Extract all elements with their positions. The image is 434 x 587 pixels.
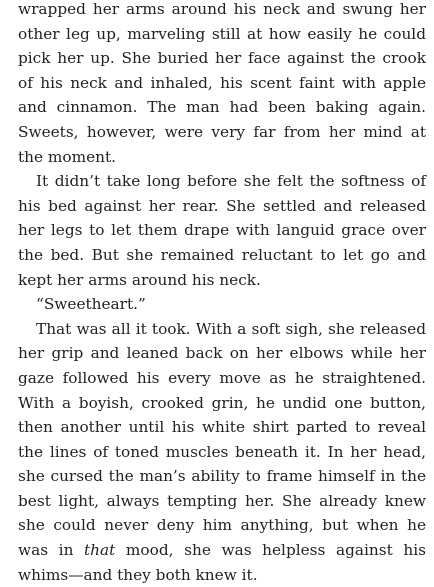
paragraph-2: It didn’t take long before she felt the softness of his bed against her rear. She settled and released her legs to let them drape with languid grace over the bed. But she remained reluctant to let go and kept her arms around his neck. (18, 172, 426, 289)
paragraph-4-text-before: That was all it took. With a soft sigh, she released her grip and leaned back on her elbows while her gaze followed his every move as he straightened. With a boyish, crooked grin, he undid one button, then another until his white shirt parted to reveal the lines of toned muscles beneath it. In her head, she cursed the man’s ability to frame himself in the best light, always tempting her. She already knew she could never deny him anything, but when he was in (18, 319, 426, 560)
paragraph-4-emphasis: that (84, 541, 116, 560)
paragraph-4 (18, 317, 426, 587)
paragraph-4-text-after: mood, she was helpless against his whims—and they both knew it. (18, 541, 426, 584)
paragraph-1: wrapped her arms around his neck and swung her other leg up, marveling still at how easily he could pick her up. She buried her face against the crook of his neck and inhaled, his scent faint with apple and cinnamon. The man had been baking again. Sweets, however, were very far from her mind at the moment. (18, 0, 426, 166)
paragraph-3-dialogue: “Sweetheart.” (36, 295, 146, 314)
